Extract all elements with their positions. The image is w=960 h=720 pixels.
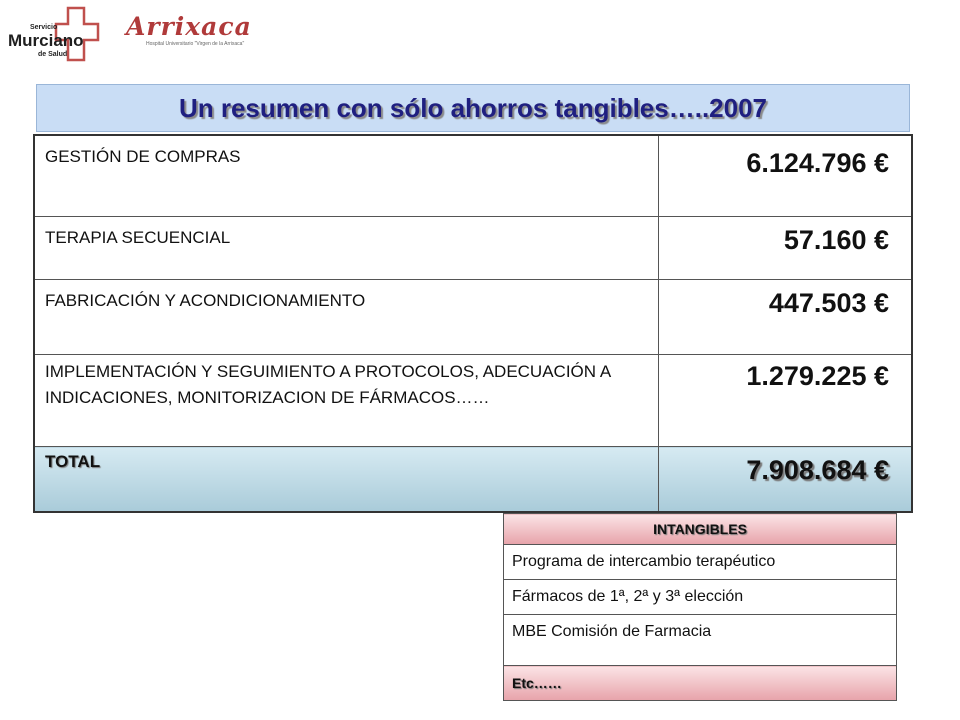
arrixaca-logo-name: Arrixaca [126,12,252,41]
sms-logo [8,4,118,64]
intangibles-header: INTANGIBLES [504,514,897,545]
table-row [34,217,912,280]
total-row [34,447,912,513]
arrixaca-logo-subtitle: Hospital Universitario "Virgen de la Arrixaca" [146,41,245,47]
sms-logo-line2: Murciano [8,31,84,50]
savings-table [33,134,913,513]
row-value: 6.124.796 € [658,135,912,217]
arrixaca-logo [126,14,266,54]
row-label: GESTIÓN DE COMPRAS [34,135,658,217]
intangibles-footer: Etc…… [504,666,897,701]
list-item [504,615,897,666]
row-value: 57.160 € [658,217,912,280]
intangibles-item: Programa de intercambio terapéutico [504,545,897,580]
total-value-cell [658,447,912,513]
row-value: 1.279.225 € [658,355,912,447]
intangibles-header-row [504,514,897,545]
row-label: IMPLEMENTACIÓN Y SEGUIMIENTO A PROTOCOLOS, ADECUACIÓN A INDICACIONES, MONITORIZACION DE FÁRMACOS…… [34,355,658,447]
intangibles-item: MBE Comisión de Farmacia [504,615,897,666]
table-row [34,280,912,355]
intangibles-item: Fármacos de 1ª, 2ª y 3ª elección [504,580,897,615]
sms-logo-line3: de Salud [38,51,68,58]
row-label: FABRICACIÓN Y ACONDICIONAMIENTO [34,280,658,355]
list-item [504,545,897,580]
total-cell [34,447,658,513]
table-row [34,135,912,217]
total-label: TOTAL [45,452,101,471]
total-value: 7.908.684 € [746,455,889,485]
row-value: 447.503 € [658,280,912,355]
row-label: TERAPIA SECUENCIAL [34,217,658,280]
intangibles-footer-row [504,666,897,701]
sms-logo-line1: Servicio [30,24,58,31]
table-row [34,355,912,447]
title-bar [36,84,910,132]
page-title: Un resumen con sólo ahorros tangibles…..2007 [178,93,768,123]
intangibles-table [503,513,897,701]
list-item [504,580,897,615]
